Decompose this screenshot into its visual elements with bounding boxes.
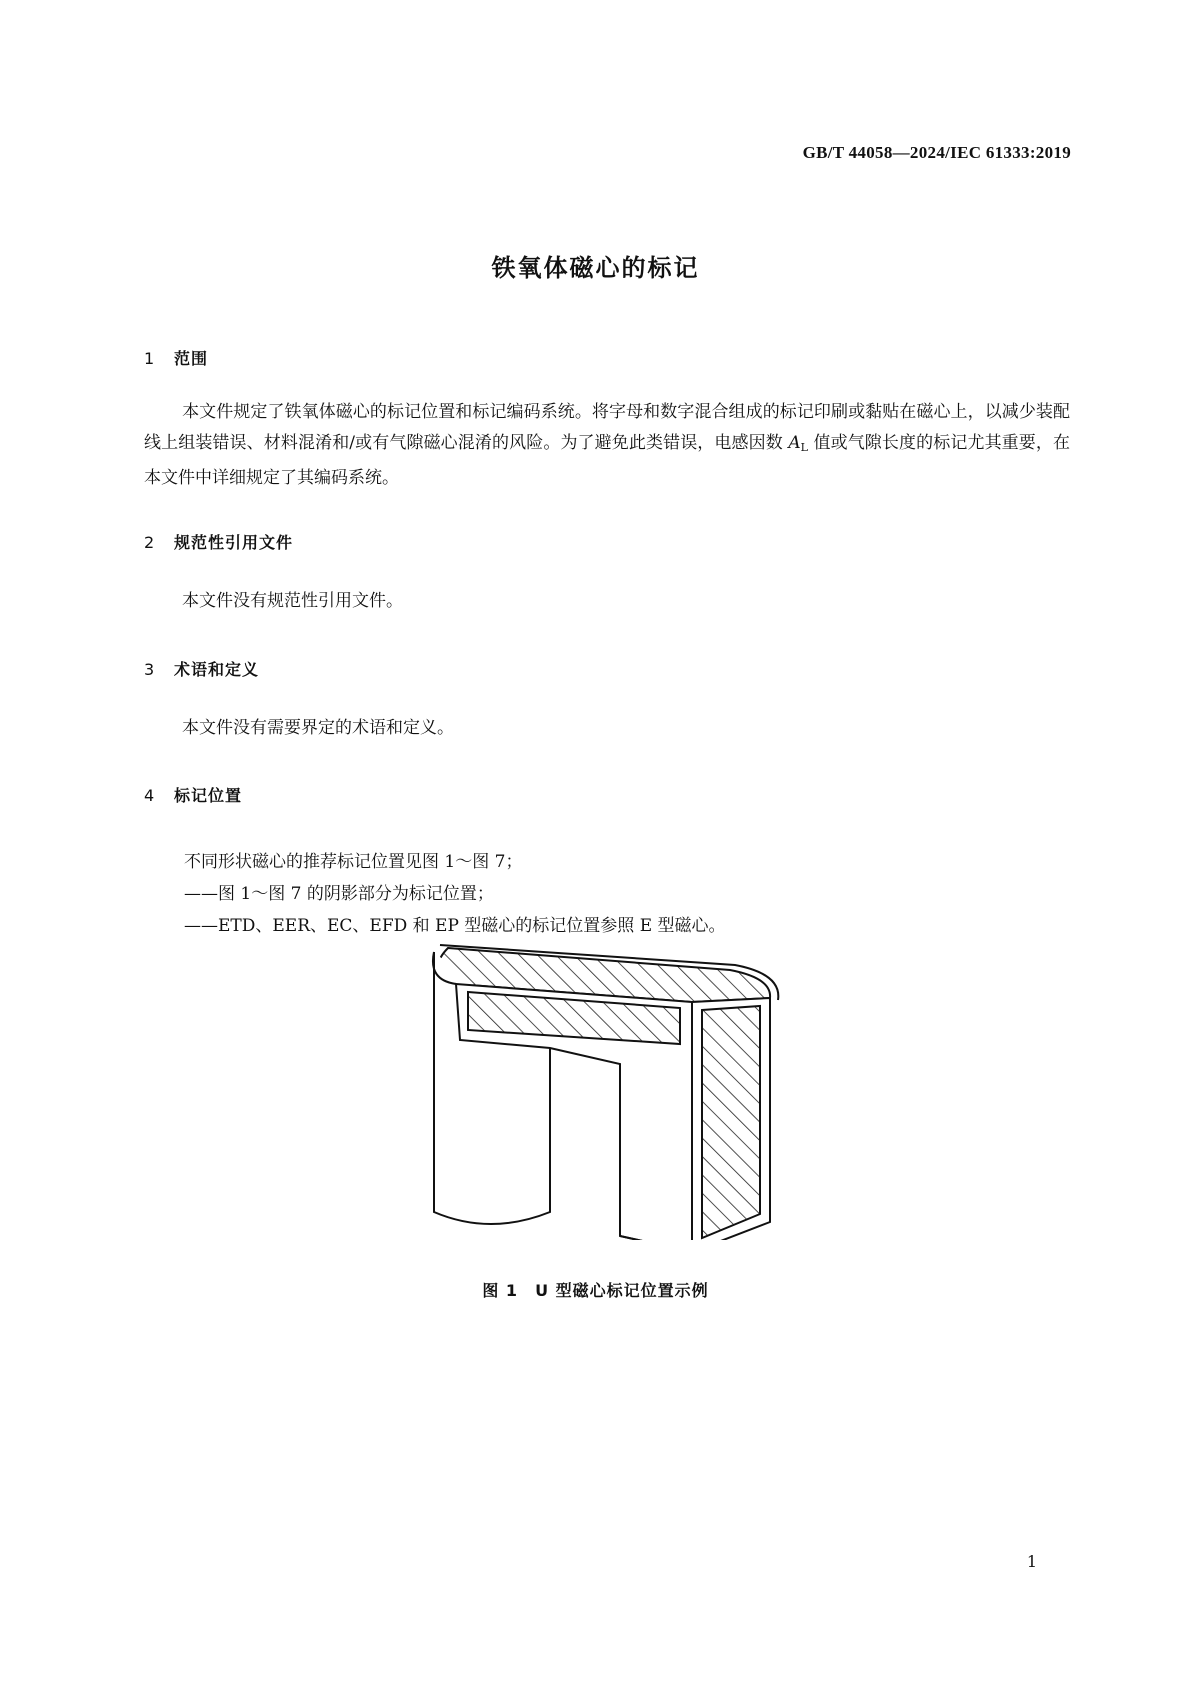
symbol-subscript: L (800, 441, 808, 454)
section-4-line-3: ——ETD、EER、EC、EFD 和 EP 型磁心的标记位置参照 E 型磁心。 (184, 916, 726, 936)
side-marking-area (702, 1006, 760, 1238)
section-1-paragraph (144, 397, 1070, 494)
paragraph-text: 本文件没有需要界定的术语和定义。 (182, 718, 454, 738)
section-2-heading (144, 530, 293, 553)
section-3-heading (144, 657, 259, 680)
section-title: 范围 (174, 349, 209, 368)
symbol-a: A (788, 433, 801, 453)
u-core-figure (430, 940, 780, 1240)
section-2-paragraph (144, 586, 1070, 617)
standard-code: GB/T 44058—2024/IEC 61333:2019 (802, 143, 1071, 162)
document-title: 铁氧体磁心的标记 (491, 254, 700, 282)
section-number: 1 (144, 349, 156, 368)
section-3-paragraph (144, 713, 1070, 744)
paragraph-text: 本文件规定了铁氧体磁心的标记位置和标记编码系统。将字母和数字混合组成的标记印刷或黏贴在磁心上，以减少装配线上组装错误、材料混淆和/或有气隙磁心混淆的风险。为了避免此类错误，电感因数 (144, 402, 1070, 453)
section-4-line-2: ——图 1～图 7 的阴影部分为标记位置； (184, 884, 494, 904)
section-title: 规范性引用文件 (174, 533, 294, 552)
figure-caption: 图 1 U 型磁心标记位置示例 (482, 1281, 709, 1300)
section-title: 术语和定义 (174, 660, 260, 679)
section-4-line-1: 不同形状磁心的推荐标记位置见图 1～图 7； (184, 852, 523, 872)
section-1-heading (144, 346, 208, 369)
section-number: 2 (144, 533, 156, 552)
paragraph-text-continued: 值或气隙长度的标记尤其重要，在本文件中详细规定了其编码系统。 (144, 433, 1071, 488)
page-number: 1 (1026, 1552, 1037, 1571)
paragraph-text: 本文件没有规范性引用文件。 (182, 591, 403, 611)
section-title: 标记位置 (174, 786, 243, 805)
section-4-heading (144, 783, 242, 806)
section-number: 3 (144, 660, 156, 679)
section-number: 4 (144, 786, 156, 805)
